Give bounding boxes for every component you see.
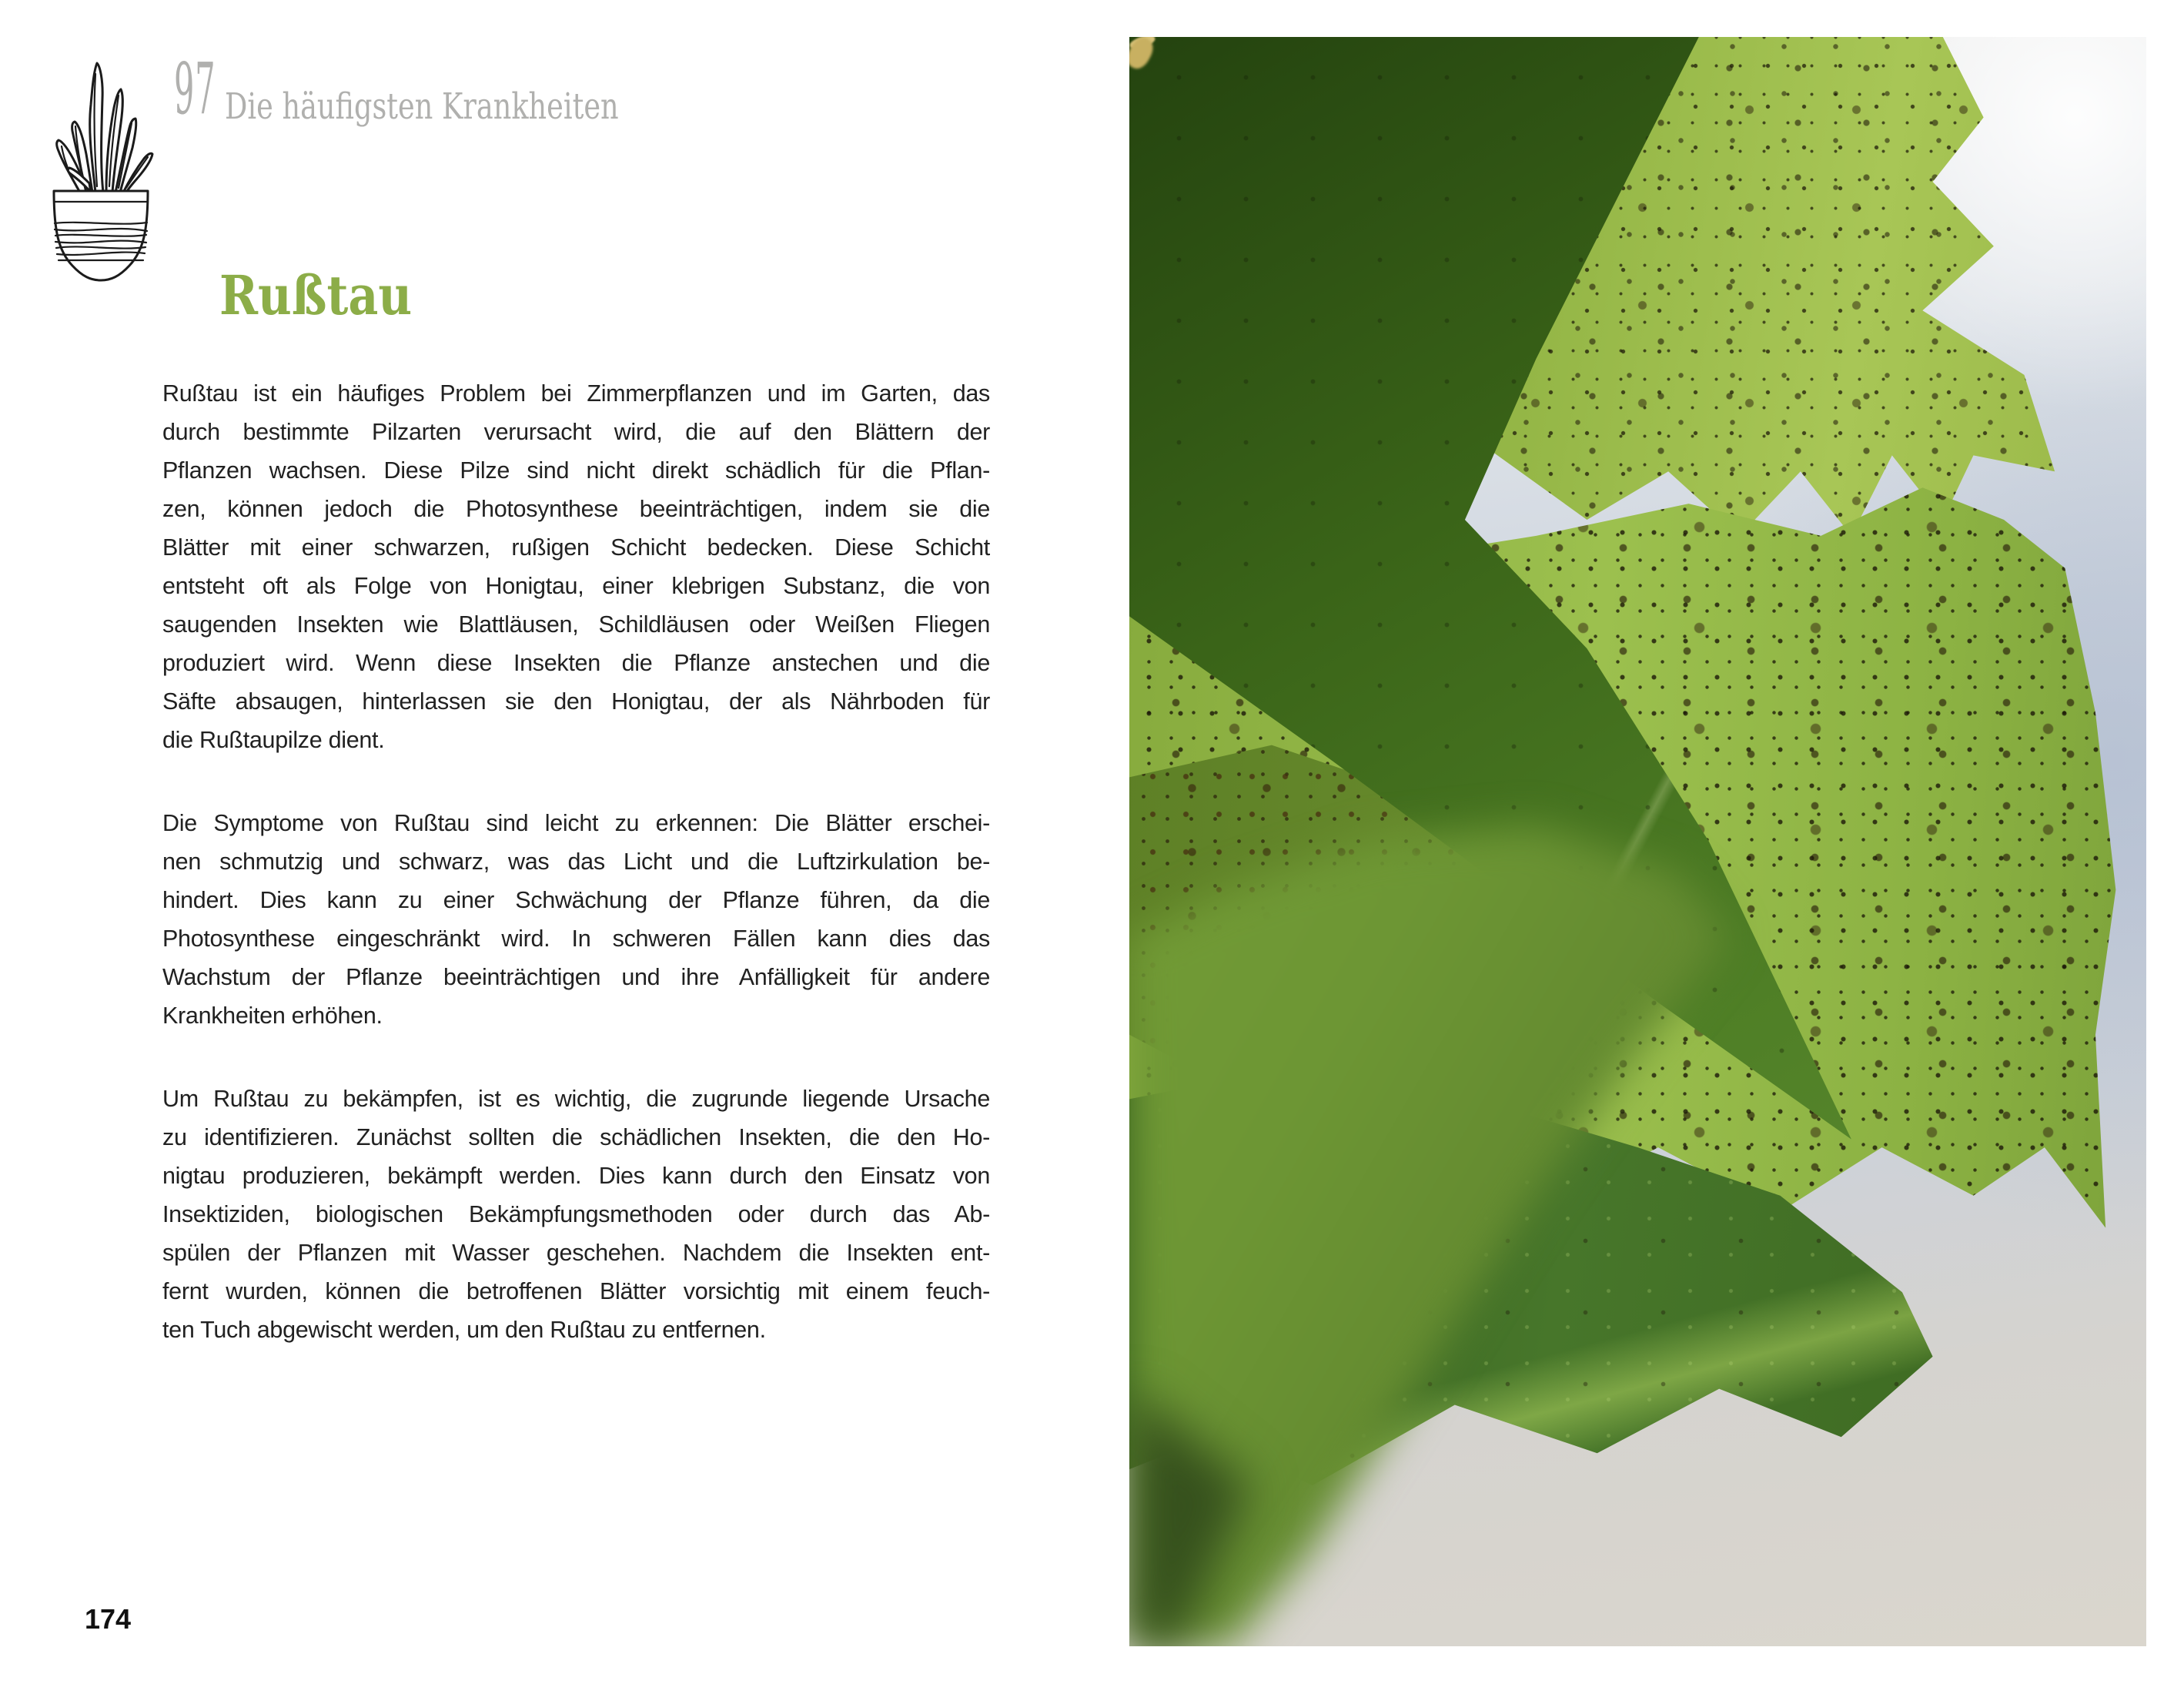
text-line: fernt wurden, können die betroffenen Blätter vorsichtig mit einem feuch- — [162, 1278, 990, 1304]
photo-corner-blur — [1129, 37, 2146, 1646]
text-line: Die Symptome von Rußtau sind leicht zu erkennen: Die Blätter erschei- — [162, 810, 990, 836]
text-line: die Rußtaupilze dient. — [162, 727, 385, 753]
text-line: hindert. Dies kann zu einer Schwächung der Pflanze führen, da die — [162, 887, 990, 913]
potted-plant-icon — [46, 55, 156, 283]
page-title: Rußtau — [219, 263, 413, 327]
text-line: Säfte absaugen, hinterlassen sie den Honigtau, der als Nährboden für — [162, 688, 990, 715]
text-line: Wachstum der Pflanze beeinträchtigen und ihre Anfälligkeit für andere — [162, 964, 990, 990]
text-line: entsteht oft als Folge von Honigtau, einer klebrigen Substanz, die von — [162, 573, 990, 599]
text-line: spülen der Pflanzen mit Wasser geschehen. Nachdem die Insekten ent- — [162, 1240, 990, 1266]
chapter-title: Die häufigsten Krankheiten — [225, 85, 619, 128]
photo-corner-leaf-shadow — [1129, 37, 2146, 1646]
text-line: zu identifizieren. Zunächst sollten die schädlichen Insekten, die den Ho- — [162, 1124, 990, 1150]
text-line: nigtau produzieren, bekämpft werden. Dies kann durch den Einsatz von — [162, 1163, 990, 1189]
leaf-photo — [1129, 37, 2146, 1646]
page-number: 174 — [85, 1603, 132, 1635]
text-line: durch bestimmte Pilzarten verursacht wird, die auf den Blättern der — [162, 419, 990, 445]
text-line: Insektiziden, biologischen Bekämpfungsmethoden oder durch das Ab- — [162, 1201, 990, 1227]
text-line: nen schmutzig und schwarz, was das Licht und die Luftzirkulation be- — [162, 849, 990, 875]
text-line: Photosynthese eingeschränkt wird. In schweren Fällen kann dies das — [162, 926, 990, 952]
text-line: Pflanzen wachsen. Diese Pilze sind nicht direkt schädlich für die Pflan- — [162, 457, 990, 484]
text-line: produziert wird. Wenn diese Insekten die Pflanze anstechen und die — [162, 650, 990, 676]
text-line: Krankheiten erhöhen. — [162, 1003, 383, 1029]
text-line: saugenden Insekten wie Blattläusen, Schildläusen oder Weißen Fliegen — [162, 611, 990, 638]
text-line: Rußtau ist ein häufiges Problem bei Zimmerpflanzen und im Garten, das — [162, 380, 990, 407]
body-text — [162, 374, 990, 1349]
text-line: Um Rußtau zu bekämpfen, ist es wichtig, die zugrunde liegende Ursache — [162, 1086, 990, 1112]
text-line: Blätter mit einer schwarzen, rußigen Schicht bedecken. Diese Schicht — [162, 534, 990, 561]
paragraph — [162, 1080, 990, 1349]
paragraph — [162, 804, 990, 1035]
text-line: zen, können jedoch die Photosynthese beeinträchtigen, indem sie die — [162, 496, 990, 522]
text-line: ten Tuch abgewischt werden, um den Rußtau zu entfernen. — [162, 1317, 766, 1343]
paragraph — [162, 374, 990, 759]
chapter-number: 97 — [174, 48, 216, 130]
